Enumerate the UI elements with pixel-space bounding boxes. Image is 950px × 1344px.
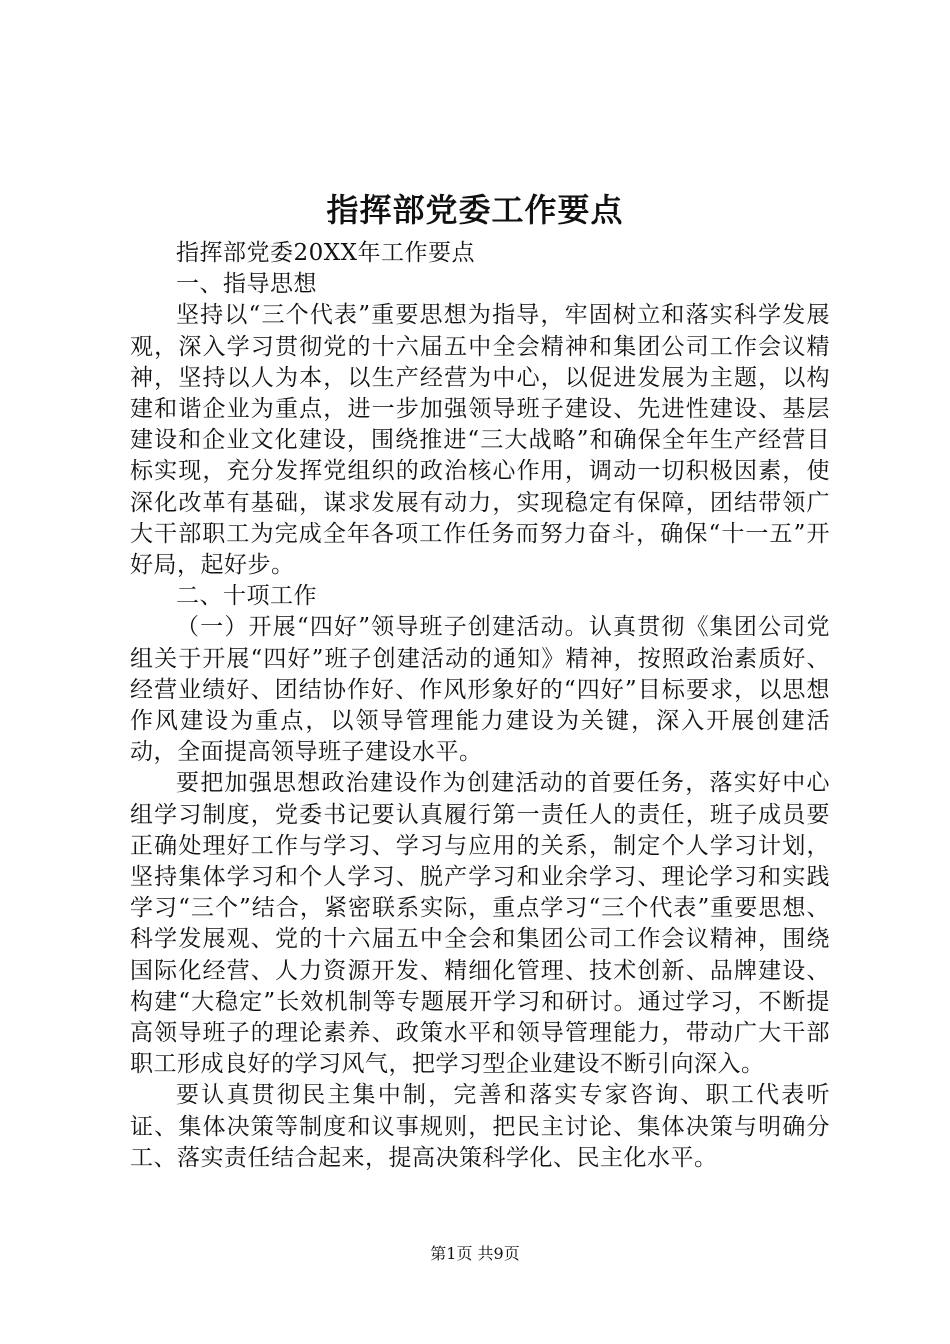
document-body xyxy=(130,238,830,1174)
document-title: 指挥部党委工作要点 xyxy=(326,191,624,229)
paragraph-democratic-centralism: 要认真贯彻民主集中制，完善和落实专家咨询、职工代表听证、集体决策等制度和议事规则，把民主讨论、集体决策与明确分工、落实责任结合起来，提高决策科学化、民主化水平。 xyxy=(130,1082,830,1171)
page-footer: 第1页 共9页 xyxy=(430,1244,520,1263)
paragraph-subtitle: 指挥部党委20XX年工作要点 xyxy=(176,240,476,266)
section-heading-ten-tasks: 二、十项工作 xyxy=(176,583,317,610)
paragraph-guiding-ideology: 坚持以“三个代表”重要思想为指导，牢固树立和落实科学发展观，深入学习贯彻党的十六届五中全会精神和集团公司工作会议精神，坚持以人为本，以生产经营为中心，以促进发展为主题，以构建和谐企业为重点，进一步加强领导班子建设、先进性建设、基层建设和企业文化建设，围绕推进“三大战略”和确保全年生产经营目标实现，充分发挥党组织的政治核心作用，调动一切积极因素，使深化改革有基础，谋求发展有动力，实现稳定有保障，团结带领广大干部职工为完成全年各项工作任务而努力奋斗，确保“十一五”开好局，起好步。 xyxy=(130,302,830,579)
paragraph-task-one: （一）开展“四好”领导班子创建活动。认真贯彻《集团公司党组关于开展“四好”班子创建活动的通知》精神，按照政治素质好、经营业绩好、团结协作好、作风形象好的“四好”目标要求，以思想作风建设为重点，以领导管理能力建设为关键，深入开展创建活动，全面提高领导班子建设水平。 xyxy=(130,614,830,766)
paragraph-ideological-building: 要把加强思想政治建设作为创建活动的首要任务，落实好中心组学习制度，党委书记要认真履行第一责任人的责任，班子成员要正确处理好工作与学习、学习与应用的关系，制定个人学习计划，坚持集体学习和个人学习、脱产学习和业余学习、理论学习和实践学习“三个”结合，紧密联系实际，重点学习“三个代表”重要思想、科学发展观、党的十六届五中全会和集团公司工作会议精神，围绕国际化经营、人力资源开发、精细化管理、技术创新、品牌建设、构建“大稳定”长效机制等专题展开学习和研讨。通过学习，不断提高领导班子的理论素养、政策水平和领导管理能力，带动广大干部职工形成良好的学习风气，把学习型企业建设不断引向深入。 xyxy=(130,770,830,1078)
section-heading-guiding-ideology: 一、指导思想 xyxy=(176,271,317,298)
